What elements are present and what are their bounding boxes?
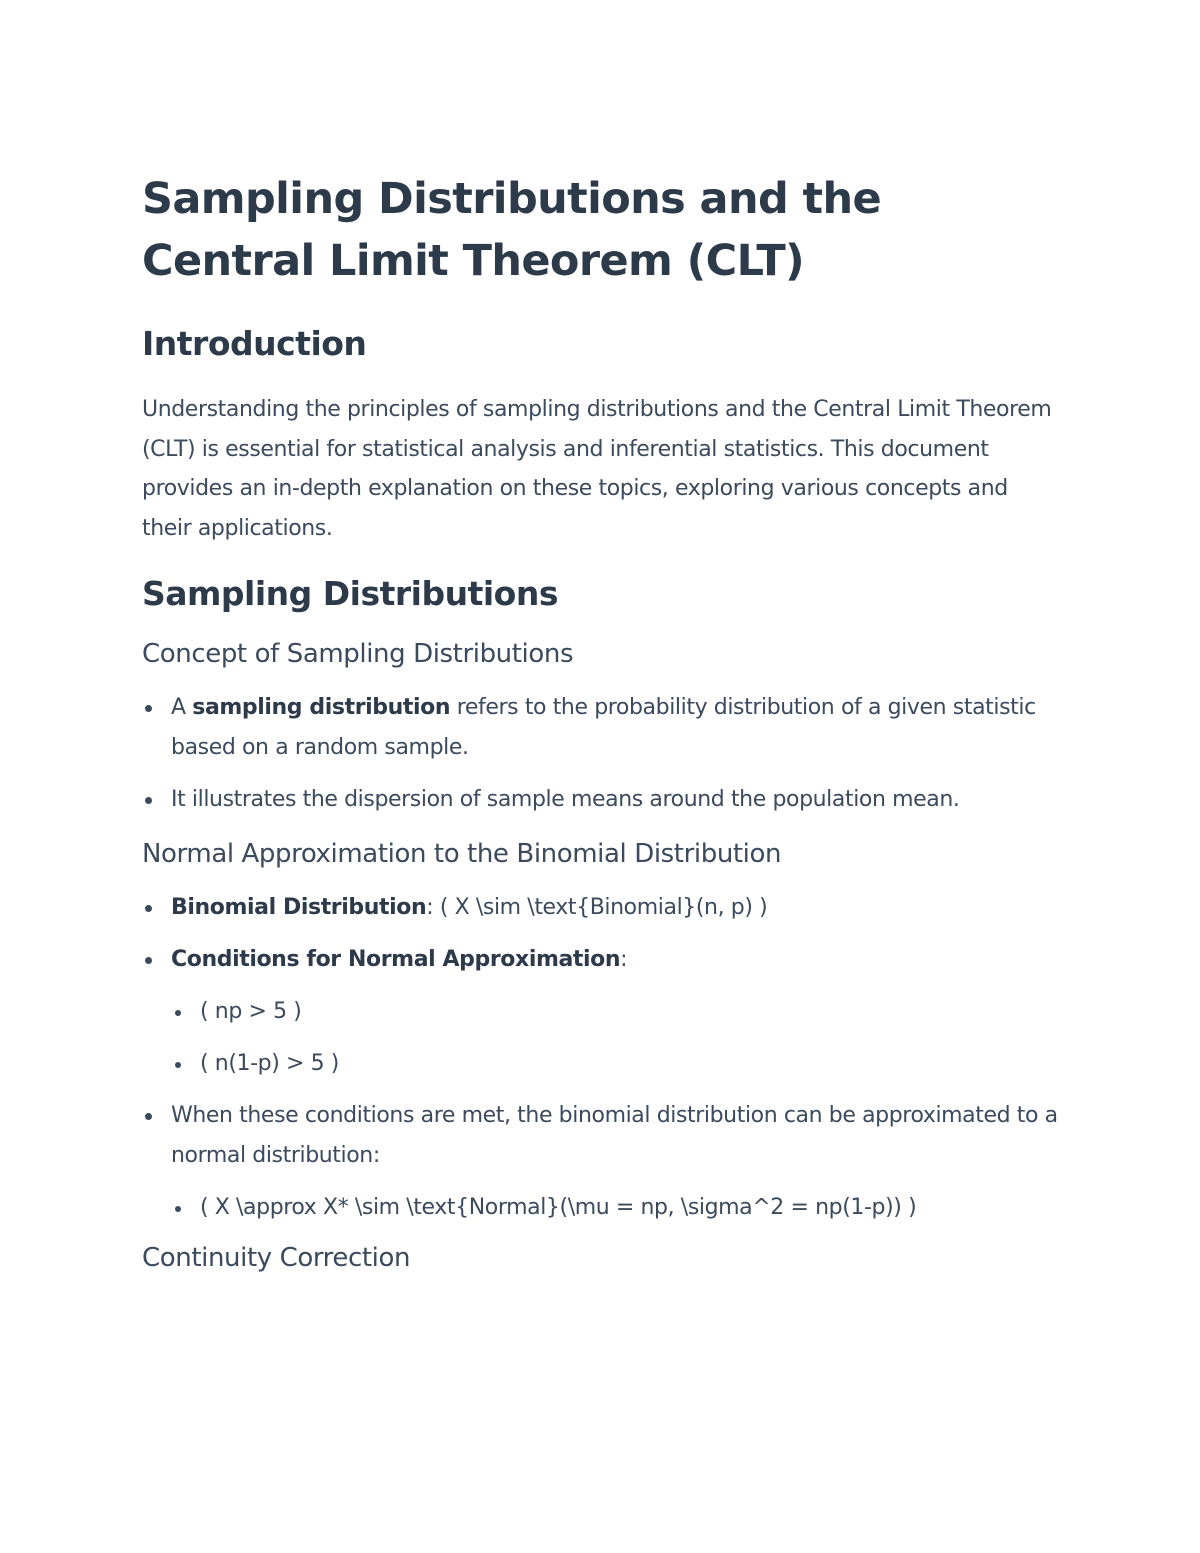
conditions-sublist <box>171 992 1062 1084</box>
list-item <box>142 888 1062 928</box>
bullet-text: It illustrates the dispersion of sample means around the population mean. <box>171 787 960 812</box>
concept-list <box>142 688 1062 820</box>
bullet-bold-term: Binomial Distribution <box>171 895 427 920</box>
bullet-bold-term: sampling distribution <box>192 695 451 720</box>
sub-list-item: ( X \approx X* \sim \text{Normal}(\mu = np, \sigma^2 = np(1-p)) ) <box>171 1188 1062 1228</box>
document-page <box>142 168 1062 1276</box>
normal-approximation-list <box>142 888 1062 1228</box>
document-title: Sampling Distributions and the Central Limit Theorem (CLT) <box>142 174 882 286</box>
list-item <box>142 1096 1062 1228</box>
sampling-distributions-heading: Sampling Distributions <box>142 574 558 613</box>
bullet-text: : <box>620 947 628 972</box>
sub-list-item: ( np > 5 ) <box>171 992 1062 1032</box>
introduction-heading: Introduction <box>142 324 367 363</box>
bullet-text: : ( X \sim \text{Binomial}(n, p) ) <box>426 895 768 920</box>
approximation-sublist <box>171 1188 1062 1228</box>
bullet-text: refers to the probability distribution of a given statistic based on a random sample. <box>171 695 1036 760</box>
introduction-paragraph: Understanding the principles of sampling distributions and the Central Limit Theorem (CLT) is essential for statistical analysis and inferential statistics. This document provides an in-depth explanation on these topics, exploring various concepts and their applications. <box>142 397 1052 541</box>
continuity-correction-heading: Continuity Correction <box>142 1243 411 1273</box>
list-item <box>142 940 1062 1084</box>
bullet-text: When these conditions are met, the binomial distribution can be approximated to a normal distribution: <box>171 1103 1058 1168</box>
bullet-prefix: A <box>171 695 193 720</box>
bullet-bold-term: Conditions for Normal Approximation <box>171 947 621 972</box>
list-item <box>142 780 1062 820</box>
concept-heading: Concept of Sampling Distributions <box>142 639 574 669</box>
sub-list-item: ( n(1-p) > 5 ) <box>171 1044 1062 1084</box>
list-item <box>142 688 1062 768</box>
normal-approximation-heading: Normal Approximation to the Binomial Distribution <box>142 839 782 869</box>
